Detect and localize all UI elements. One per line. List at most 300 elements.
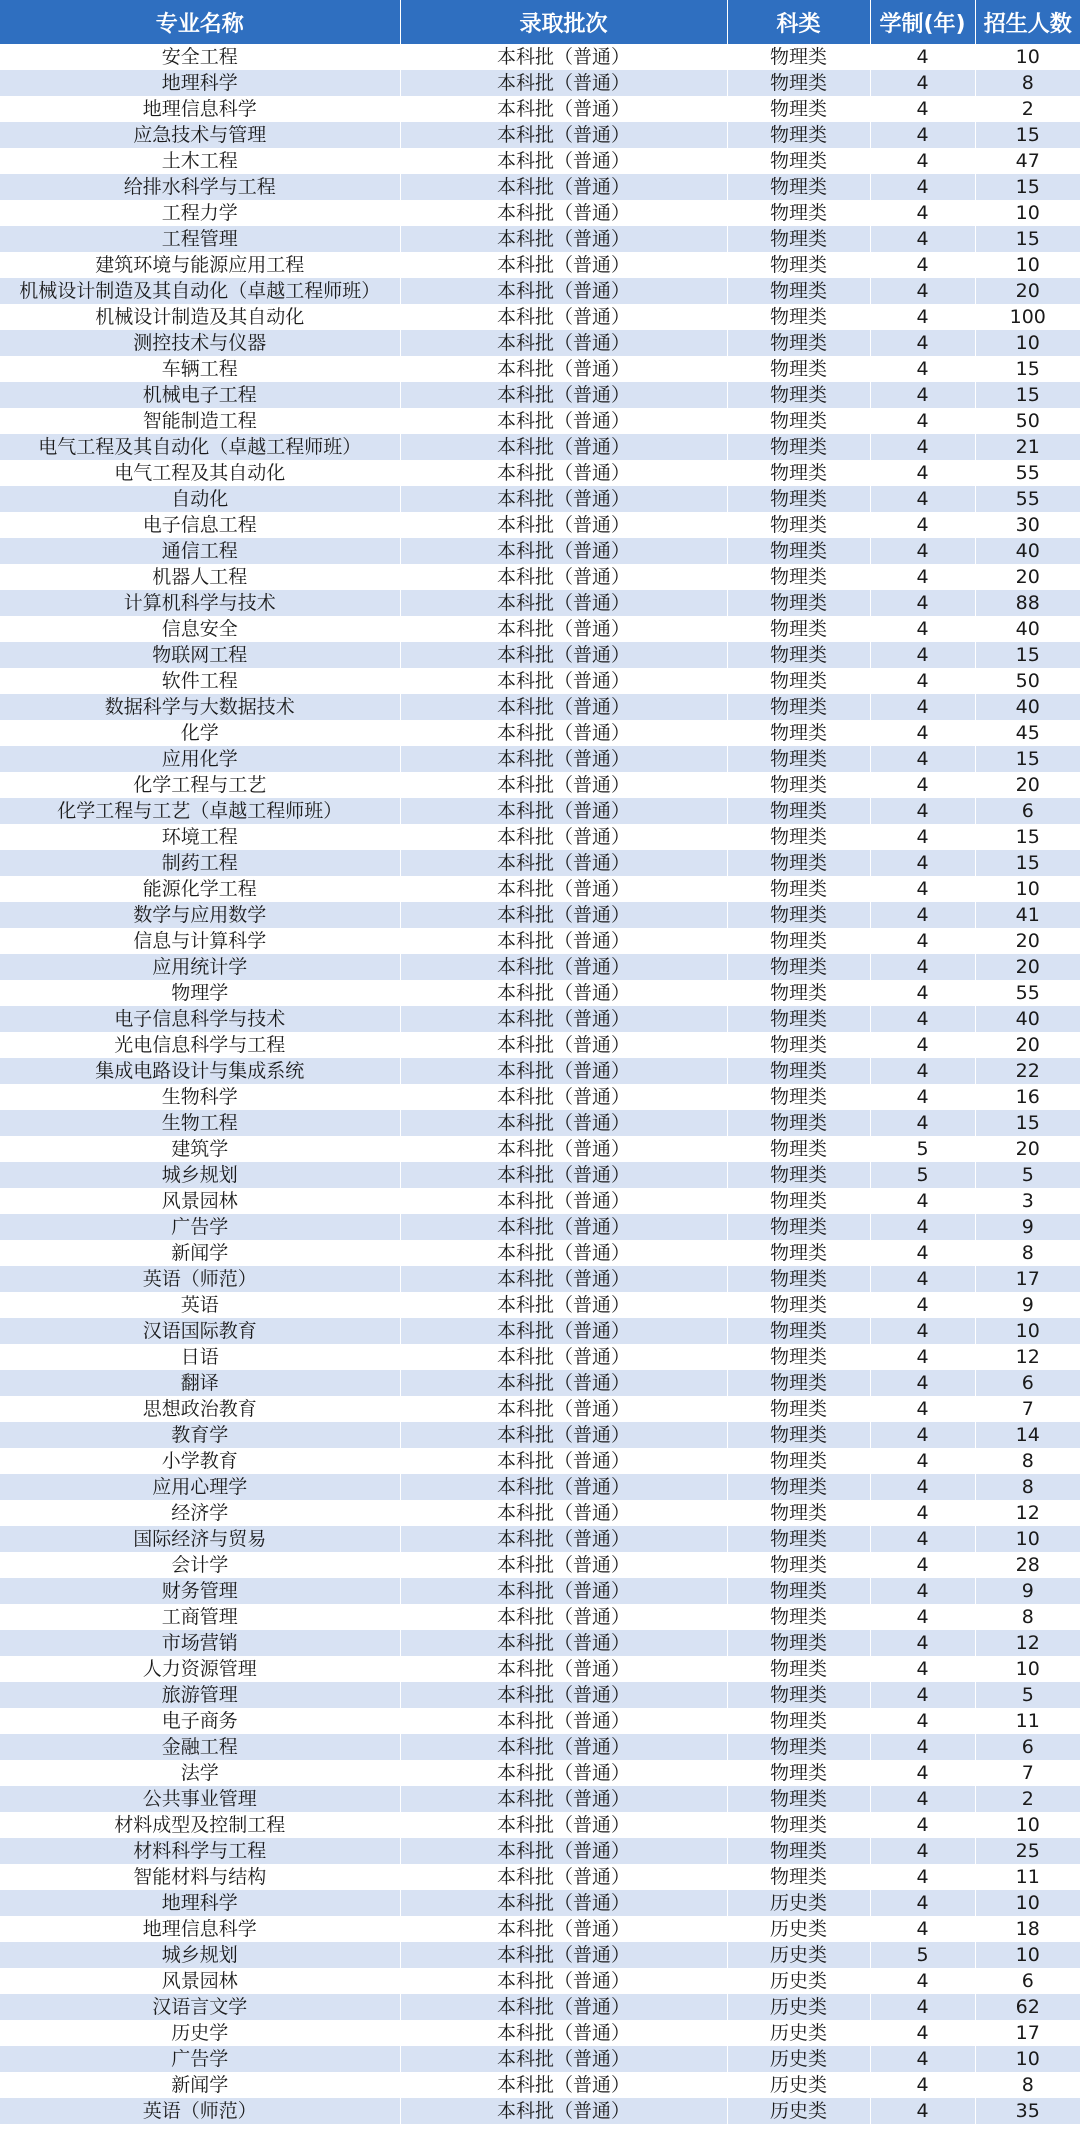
cell-enrollment: 10 xyxy=(975,2046,1080,2072)
cell-duration: 5 xyxy=(870,1942,975,1968)
cell-batch: 本科批（普通） xyxy=(400,356,727,382)
cell-batch: 本科批（普通） xyxy=(400,1474,727,1500)
cell-duration: 4 xyxy=(870,1630,975,1656)
cell-enrollment: 15 xyxy=(975,356,1080,382)
cell-category: 历史类 xyxy=(727,2046,870,2072)
cell-category: 历史类 xyxy=(727,1942,870,1968)
cell-category: 物理类 xyxy=(727,1812,870,1838)
cell-batch: 本科批（普通） xyxy=(400,980,727,1006)
table-row xyxy=(0,330,1080,356)
table-row xyxy=(0,824,1080,850)
cell-enrollment: 20 xyxy=(975,1032,1080,1058)
table-row xyxy=(0,720,1080,746)
table-row xyxy=(0,460,1080,486)
cell-duration: 4 xyxy=(870,1604,975,1630)
cell-duration: 4 xyxy=(870,1552,975,1578)
cell-duration: 4 xyxy=(870,1890,975,1916)
cell-batch: 本科批（普通） xyxy=(400,1734,727,1760)
cell-duration: 4 xyxy=(870,304,975,330)
table-row xyxy=(0,668,1080,694)
cell-batch: 本科批（普通） xyxy=(400,1188,727,1214)
table-row xyxy=(0,1006,1080,1032)
table-row xyxy=(0,200,1080,226)
cell-enrollment: 10 xyxy=(975,1318,1080,1344)
cell-enrollment: 21 xyxy=(975,434,1080,460)
cell-enrollment: 40 xyxy=(975,1006,1080,1032)
cell-major: 应用心理学 xyxy=(0,1474,400,1500)
cell-major: 新闻学 xyxy=(0,2072,400,2098)
cell-enrollment: 17 xyxy=(975,1266,1080,1292)
cell-enrollment: 62 xyxy=(975,1994,1080,2020)
cell-batch: 本科批（普通） xyxy=(400,1136,727,1162)
table-row xyxy=(0,1890,1080,1916)
cell-major: 制药工程 xyxy=(0,850,400,876)
cell-batch: 本科批（普通） xyxy=(400,408,727,434)
cell-major: 城乡规划 xyxy=(0,1942,400,1968)
cell-enrollment: 8 xyxy=(975,1448,1080,1474)
header-category: 科类 xyxy=(727,0,870,44)
table-row xyxy=(0,1812,1080,1838)
table-row xyxy=(0,1188,1080,1214)
cell-batch: 本科批（普通） xyxy=(400,1344,727,1370)
table-row xyxy=(0,1422,1080,1448)
cell-enrollment: 50 xyxy=(975,668,1080,694)
cell-enrollment: 15 xyxy=(975,1110,1080,1136)
cell-enrollment: 28 xyxy=(975,1552,1080,1578)
cell-duration: 4 xyxy=(870,980,975,1006)
table-row xyxy=(0,1240,1080,1266)
cell-enrollment: 10 xyxy=(975,1812,1080,1838)
cell-enrollment: 7 xyxy=(975,1760,1080,1786)
cell-major: 旅游管理 xyxy=(0,1682,400,1708)
cell-duration: 4 xyxy=(870,798,975,824)
table-row xyxy=(0,1266,1080,1292)
cell-enrollment: 15 xyxy=(975,642,1080,668)
cell-batch: 本科批（普通） xyxy=(400,1084,727,1110)
cell-enrollment: 6 xyxy=(975,1734,1080,1760)
cell-batch: 本科批（普通） xyxy=(400,1396,727,1422)
cell-category: 物理类 xyxy=(727,1760,870,1786)
cell-category: 物理类 xyxy=(727,538,870,564)
cell-batch: 本科批（普通） xyxy=(400,798,727,824)
cell-category: 物理类 xyxy=(727,902,870,928)
cell-major: 广告学 xyxy=(0,1214,400,1240)
cell-duration: 4 xyxy=(870,1734,975,1760)
cell-enrollment: 9 xyxy=(975,1292,1080,1318)
table-row xyxy=(0,2046,1080,2072)
cell-category: 物理类 xyxy=(727,1344,870,1370)
cell-duration: 4 xyxy=(870,1240,975,1266)
cell-major: 英语（师范） xyxy=(0,1266,400,1292)
cell-major: 建筑学 xyxy=(0,1136,400,1162)
cell-enrollment: 10 xyxy=(975,1942,1080,1968)
cell-batch: 本科批（普通） xyxy=(400,928,727,954)
cell-batch: 本科批（普通） xyxy=(400,1500,727,1526)
cell-duration: 4 xyxy=(870,1500,975,1526)
cell-duration: 4 xyxy=(870,720,975,746)
cell-category: 物理类 xyxy=(727,1656,870,1682)
cell-duration: 4 xyxy=(870,486,975,512)
cell-duration: 4 xyxy=(870,408,975,434)
cell-major: 法学 xyxy=(0,1760,400,1786)
cell-batch: 本科批（普通） xyxy=(400,1994,727,2020)
cell-major: 应用统计学 xyxy=(0,954,400,980)
cell-enrollment: 15 xyxy=(975,174,1080,200)
cell-batch: 本科批（普通） xyxy=(400,720,727,746)
table-row xyxy=(0,278,1080,304)
cell-category: 物理类 xyxy=(727,1188,870,1214)
cell-batch: 本科批（普通） xyxy=(400,1006,727,1032)
cell-duration: 4 xyxy=(870,694,975,720)
header-row xyxy=(0,0,1080,44)
cell-category: 物理类 xyxy=(727,1630,870,1656)
cell-duration: 4 xyxy=(870,1110,975,1136)
cell-duration: 4 xyxy=(870,850,975,876)
table-row xyxy=(0,1864,1080,1890)
table-row xyxy=(0,1994,1080,2020)
cell-enrollment: 12 xyxy=(975,1500,1080,1526)
cell-major: 金融工程 xyxy=(0,1734,400,1760)
cell-category: 物理类 xyxy=(727,1084,870,1110)
cell-category: 物理类 xyxy=(727,1734,870,1760)
cell-major: 车辆工程 xyxy=(0,356,400,382)
cell-enrollment: 14 xyxy=(975,1422,1080,1448)
table-row xyxy=(0,1682,1080,1708)
cell-category: 物理类 xyxy=(727,1396,870,1422)
cell-enrollment: 10 xyxy=(975,44,1080,70)
cell-duration: 4 xyxy=(870,564,975,590)
table-row xyxy=(0,850,1080,876)
cell-enrollment: 10 xyxy=(975,1656,1080,1682)
cell-duration: 4 xyxy=(870,330,975,356)
cell-duration: 4 xyxy=(870,1032,975,1058)
cell-category: 物理类 xyxy=(727,564,870,590)
cell-major: 通信工程 xyxy=(0,538,400,564)
table-row xyxy=(0,590,1080,616)
cell-batch: 本科批（普通） xyxy=(400,486,727,512)
cell-duration: 4 xyxy=(870,1214,975,1240)
cell-enrollment: 47 xyxy=(975,148,1080,174)
table-row xyxy=(0,1604,1080,1630)
cell-major: 新闻学 xyxy=(0,1240,400,1266)
table-row xyxy=(0,1838,1080,1864)
header-major: 专业名称 xyxy=(0,0,400,44)
cell-major: 思想政治教育 xyxy=(0,1396,400,1422)
cell-batch: 本科批（普通） xyxy=(400,2046,727,2072)
cell-major: 机械设计制造及其自动化（卓越工程师班） xyxy=(0,278,400,304)
cell-enrollment: 5 xyxy=(975,1682,1080,1708)
table-row xyxy=(0,1968,1080,1994)
cell-enrollment: 50 xyxy=(975,408,1080,434)
cell-enrollment: 20 xyxy=(975,1136,1080,1162)
cell-duration: 4 xyxy=(870,954,975,980)
table-row xyxy=(0,382,1080,408)
cell-category: 物理类 xyxy=(727,1266,870,1292)
cell-enrollment: 15 xyxy=(975,850,1080,876)
cell-batch: 本科批（普通） xyxy=(400,382,727,408)
cell-major: 应急技术与管理 xyxy=(0,122,400,148)
cell-enrollment: 10 xyxy=(975,1526,1080,1552)
table-row xyxy=(0,1526,1080,1552)
cell-batch: 本科批（普通） xyxy=(400,1552,727,1578)
cell-major: 智能材料与结构 xyxy=(0,1864,400,1890)
cell-duration: 4 xyxy=(870,1864,975,1890)
cell-category: 物理类 xyxy=(727,1786,870,1812)
cell-batch: 本科批（普通） xyxy=(400,70,727,96)
cell-enrollment: 40 xyxy=(975,694,1080,720)
cell-category: 物理类 xyxy=(727,96,870,122)
cell-duration: 4 xyxy=(870,174,975,200)
cell-batch: 本科批（普通） xyxy=(400,1240,727,1266)
cell-duration: 4 xyxy=(870,1396,975,1422)
cell-major: 数据科学与大数据技术 xyxy=(0,694,400,720)
cell-category: 物理类 xyxy=(727,1006,870,1032)
cell-category: 物理类 xyxy=(727,252,870,278)
cell-major: 材料成型及控制工程 xyxy=(0,1812,400,1838)
cell-enrollment: 20 xyxy=(975,772,1080,798)
cell-category: 物理类 xyxy=(727,694,870,720)
cell-duration: 5 xyxy=(870,1162,975,1188)
cell-duration: 4 xyxy=(870,1682,975,1708)
cell-enrollment: 20 xyxy=(975,278,1080,304)
cell-major: 风景园林 xyxy=(0,1968,400,1994)
cell-category: 物理类 xyxy=(727,1214,870,1240)
cell-duration: 4 xyxy=(870,876,975,902)
cell-enrollment: 40 xyxy=(975,538,1080,564)
table-row xyxy=(0,1474,1080,1500)
cell-enrollment: 12 xyxy=(975,1630,1080,1656)
cell-batch: 本科批（普通） xyxy=(400,1448,727,1474)
cell-category: 物理类 xyxy=(727,486,870,512)
cell-category: 物理类 xyxy=(727,226,870,252)
table-row xyxy=(0,1734,1080,1760)
cell-enrollment: 6 xyxy=(975,1370,1080,1396)
table-row xyxy=(0,486,1080,512)
cell-category: 物理类 xyxy=(727,1864,870,1890)
table-row xyxy=(0,746,1080,772)
cell-major: 应用化学 xyxy=(0,746,400,772)
table-row xyxy=(0,1214,1080,1240)
table-row xyxy=(0,694,1080,720)
cell-duration: 4 xyxy=(870,772,975,798)
cell-duration: 4 xyxy=(870,1266,975,1292)
cell-category: 物理类 xyxy=(727,148,870,174)
cell-major: 电气工程及其自动化 xyxy=(0,460,400,486)
cell-enrollment: 15 xyxy=(975,226,1080,252)
cell-duration: 4 xyxy=(870,668,975,694)
cell-category: 物理类 xyxy=(727,1682,870,1708)
cell-batch: 本科批（普通） xyxy=(400,304,727,330)
cell-category: 物理类 xyxy=(727,980,870,1006)
cell-batch: 本科批（普通） xyxy=(400,1682,727,1708)
cell-category: 物理类 xyxy=(727,70,870,96)
cell-batch: 本科批（普通） xyxy=(400,642,727,668)
cell-category: 历史类 xyxy=(727,2098,870,2124)
table-row xyxy=(0,252,1080,278)
cell-category: 物理类 xyxy=(727,720,870,746)
cell-batch: 本科批（普通） xyxy=(400,668,727,694)
cell-enrollment: 16 xyxy=(975,1084,1080,1110)
cell-enrollment: 100 xyxy=(975,304,1080,330)
table-row xyxy=(0,1344,1080,1370)
cell-major: 土木工程 xyxy=(0,148,400,174)
cell-batch: 本科批（普通） xyxy=(400,434,727,460)
cell-major: 计算机科学与技术 xyxy=(0,590,400,616)
cell-major: 工商管理 xyxy=(0,1604,400,1630)
cell-duration: 4 xyxy=(870,1812,975,1838)
cell-batch: 本科批（普通） xyxy=(400,1058,727,1084)
cell-duration: 4 xyxy=(870,1006,975,1032)
cell-major: 信息与计算科学 xyxy=(0,928,400,954)
cell-batch: 本科批（普通） xyxy=(400,174,727,200)
table-row xyxy=(0,434,1080,460)
cell-major: 地理信息科学 xyxy=(0,96,400,122)
table-row xyxy=(0,2098,1080,2124)
cell-major: 工程管理 xyxy=(0,226,400,252)
cell-batch: 本科批（普通） xyxy=(400,1812,727,1838)
cell-duration: 4 xyxy=(870,616,975,642)
cell-major: 风景园林 xyxy=(0,1188,400,1214)
cell-batch: 本科批（普通） xyxy=(400,512,727,538)
table-row xyxy=(0,1552,1080,1578)
cell-major: 地理信息科学 xyxy=(0,1916,400,1942)
cell-enrollment: 8 xyxy=(975,2072,1080,2098)
cell-batch: 本科批（普通） xyxy=(400,1916,727,1942)
cell-category: 物理类 xyxy=(727,1838,870,1864)
cell-major: 材料科学与工程 xyxy=(0,1838,400,1864)
cell-batch: 本科批（普通） xyxy=(400,1110,727,1136)
cell-enrollment: 3 xyxy=(975,1188,1080,1214)
cell-batch: 本科批（普通） xyxy=(400,902,727,928)
cell-batch: 本科批（普通） xyxy=(400,954,727,980)
cell-enrollment: 10 xyxy=(975,200,1080,226)
cell-enrollment: 5 xyxy=(975,1162,1080,1188)
cell-enrollment: 15 xyxy=(975,382,1080,408)
table-row xyxy=(0,1942,1080,1968)
cell-category: 物理类 xyxy=(727,174,870,200)
cell-major: 教育学 xyxy=(0,1422,400,1448)
cell-batch: 本科批（普通） xyxy=(400,122,727,148)
table-row xyxy=(0,928,1080,954)
cell-duration: 4 xyxy=(870,2072,975,2098)
cell-duration: 4 xyxy=(870,2046,975,2072)
cell-enrollment: 12 xyxy=(975,1344,1080,1370)
cell-major: 历史学 xyxy=(0,2020,400,2046)
cell-duration: 4 xyxy=(870,1344,975,1370)
table-row xyxy=(0,902,1080,928)
cell-duration: 4 xyxy=(870,512,975,538)
cell-enrollment: 10 xyxy=(975,330,1080,356)
cell-major: 汉语言文学 xyxy=(0,1994,400,2020)
cell-enrollment: 45 xyxy=(975,720,1080,746)
cell-category: 物理类 xyxy=(727,278,870,304)
cell-category: 物理类 xyxy=(727,408,870,434)
cell-batch: 本科批（普通） xyxy=(400,1656,727,1682)
cell-duration: 4 xyxy=(870,460,975,486)
cell-batch: 本科批（普通） xyxy=(400,616,727,642)
cell-batch: 本科批（普通） xyxy=(400,460,727,486)
table-row xyxy=(0,2072,1080,2098)
cell-major: 机器人工程 xyxy=(0,564,400,590)
cell-enrollment: 15 xyxy=(975,122,1080,148)
cell-enrollment: 9 xyxy=(975,1214,1080,1240)
cell-duration: 4 xyxy=(870,1526,975,1552)
cell-enrollment: 6 xyxy=(975,798,1080,824)
table-row xyxy=(0,1708,1080,1734)
cell-enrollment: 55 xyxy=(975,460,1080,486)
cell-category: 物理类 xyxy=(727,850,870,876)
cell-category: 历史类 xyxy=(727,1968,870,1994)
cell-duration: 4 xyxy=(870,1916,975,1942)
cell-duration: 4 xyxy=(870,2020,975,2046)
cell-category: 物理类 xyxy=(727,1162,870,1188)
cell-enrollment: 11 xyxy=(975,1864,1080,1890)
cell-duration: 4 xyxy=(870,148,975,174)
cell-category: 历史类 xyxy=(727,1916,870,1942)
cell-batch: 本科批（普通） xyxy=(400,1214,727,1240)
cell-duration: 4 xyxy=(870,928,975,954)
cell-batch: 本科批（普通） xyxy=(400,1604,727,1630)
table-row xyxy=(0,1318,1080,1344)
cell-category: 物理类 xyxy=(727,44,870,70)
cell-major: 信息安全 xyxy=(0,616,400,642)
cell-batch: 本科批（普通） xyxy=(400,1760,727,1786)
cell-category: 物理类 xyxy=(727,928,870,954)
cell-enrollment: 88 xyxy=(975,590,1080,616)
cell-batch: 本科批（普通） xyxy=(400,330,727,356)
cell-duration: 4 xyxy=(870,902,975,928)
cell-major: 经济学 xyxy=(0,1500,400,1526)
cell-major: 给排水科学与工程 xyxy=(0,174,400,200)
cell-batch: 本科批（普通） xyxy=(400,746,727,772)
cell-batch: 本科批（普通） xyxy=(400,1292,727,1318)
table-row xyxy=(0,70,1080,96)
cell-category: 物理类 xyxy=(727,798,870,824)
cell-category: 物理类 xyxy=(727,356,870,382)
cell-batch: 本科批（普通） xyxy=(400,44,727,70)
table-row xyxy=(0,642,1080,668)
cell-category: 历史类 xyxy=(727,2020,870,2046)
cell-batch: 本科批（普通） xyxy=(400,226,727,252)
cell-enrollment: 20 xyxy=(975,954,1080,980)
cell-duration: 4 xyxy=(870,252,975,278)
cell-duration: 4 xyxy=(870,1448,975,1474)
cell-duration: 4 xyxy=(870,1058,975,1084)
cell-duration: 4 xyxy=(870,1760,975,1786)
cell-batch: 本科批（普通） xyxy=(400,1032,727,1058)
cell-category: 物理类 xyxy=(727,122,870,148)
table-body xyxy=(0,44,1080,2124)
cell-category: 物理类 xyxy=(727,434,870,460)
cell-major: 电气工程及其自动化（卓越工程师班） xyxy=(0,434,400,460)
cell-category: 物理类 xyxy=(727,1552,870,1578)
cell-batch: 本科批（普通） xyxy=(400,1708,727,1734)
cell-enrollment: 41 xyxy=(975,902,1080,928)
cell-enrollment: 15 xyxy=(975,824,1080,850)
cell-category: 物理类 xyxy=(727,1370,870,1396)
cell-batch: 本科批（普通） xyxy=(400,1890,727,1916)
cell-category: 物理类 xyxy=(727,1292,870,1318)
table-row xyxy=(0,564,1080,590)
cell-batch: 本科批（普通） xyxy=(400,148,727,174)
cell-batch: 本科批（普通） xyxy=(400,1422,727,1448)
cell-batch: 本科批（普通） xyxy=(400,2020,727,2046)
table-row xyxy=(0,1058,1080,1084)
table-row xyxy=(0,2020,1080,2046)
cell-major: 能源化学工程 xyxy=(0,876,400,902)
cell-duration: 4 xyxy=(870,70,975,96)
cell-major: 建筑环境与能源应用工程 xyxy=(0,252,400,278)
